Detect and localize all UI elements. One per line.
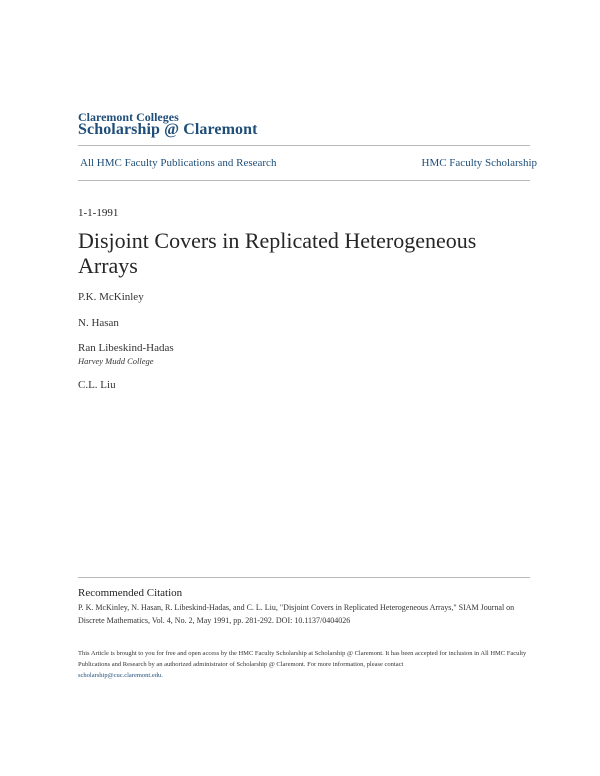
series-link[interactable]: HMC Faculty Scholarship bbox=[421, 157, 537, 169]
citation-heading: Recommended Citation bbox=[78, 587, 183, 599]
author-name: Ran Libeskind-Hadas bbox=[78, 342, 174, 354]
author-name: N. Hasan bbox=[78, 317, 119, 329]
contact-email-link[interactable]: scholarship@cuc.claremont.edu. bbox=[78, 672, 163, 679]
citation-text: P. K. McKinley, N. Hasan, R. Libeskind-Hadas, and C. L. Liu, "Disjoint Covers in Replicated Heterogeneous Arrays," SIAM Journal on Discrete Mathematics, Vol. 4, No. 2, May 1991, pp. 281-292. DOI: 10.1137/0404026 bbox=[78, 603, 515, 625]
divider-nav bbox=[78, 180, 530, 181]
divider-top bbox=[78, 145, 530, 146]
author-name: P.K. McKinley bbox=[78, 291, 144, 303]
repository-name[interactable]: Scholarship @ Claremont bbox=[78, 121, 258, 138]
org-name-top: Claremont Colleges bbox=[78, 110, 179, 124]
divider-citation bbox=[78, 577, 530, 578]
access-notice bbox=[78, 648, 542, 681]
author-name: C.L. Liu bbox=[78, 379, 116, 391]
article-title: Disjoint Covers in Replicated Heterogeneous Arrays bbox=[78, 228, 477, 278]
access-notice-text: This Article is brought to you for free and open access by the HMC Faculty Scholarship at Scholarship @ Claremont. It has been accepted for inclusion in All HMC Faculty Publications and Research by an authorized administrator of Scholarship @ Claremont. For more information, please contact bbox=[78, 650, 527, 668]
author-affiliation: Harvey Mudd College bbox=[78, 356, 154, 366]
publication-date: 1-1-1991 bbox=[78, 207, 119, 219]
collection-link[interactable]: All HMC Faculty Publications and Research bbox=[80, 157, 277, 169]
